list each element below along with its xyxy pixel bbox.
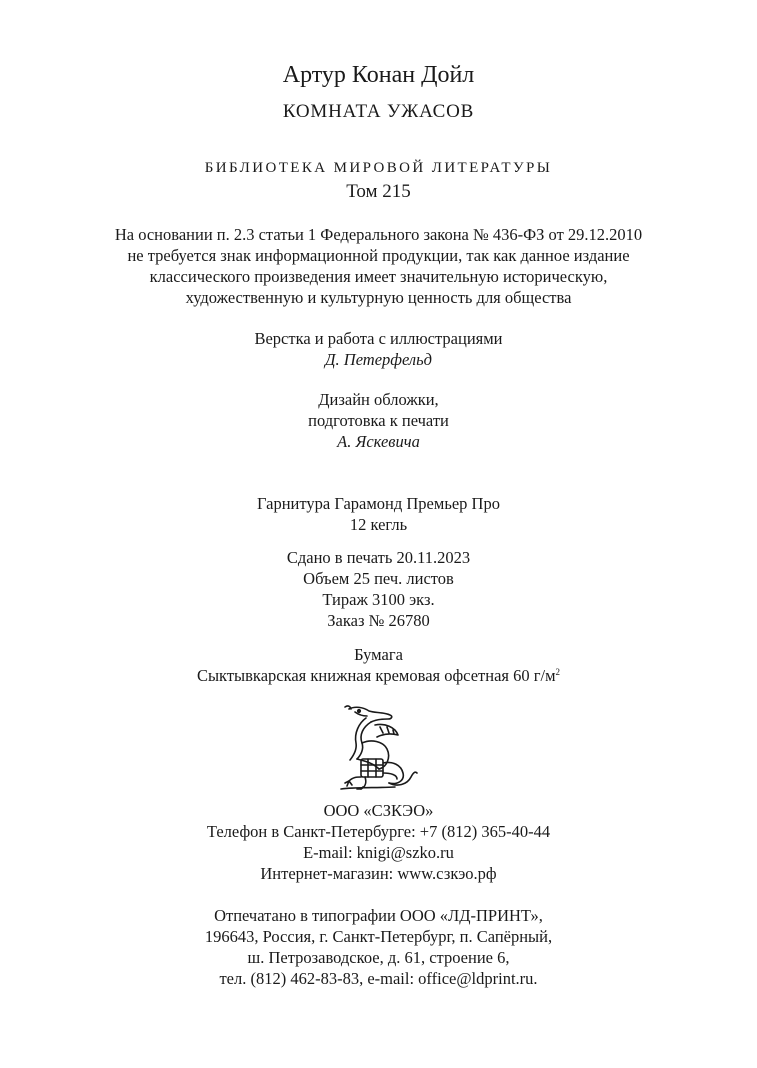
printer-line: ш. Петрозаводское, д. 61, строение 6, xyxy=(247,948,510,967)
publisher-name: ООО «СЗКЭО» xyxy=(323,801,434,820)
font-size-info: 12 кегль xyxy=(349,515,408,534)
publisher-email: E-mail: knigi@szko.ru xyxy=(303,843,454,862)
author-name: Артур Конан Дойл xyxy=(282,62,475,88)
series-name: БИБЛИОТЕКА МИРОВОЙ ЛИТЕРАТУРЫ xyxy=(204,160,553,176)
print-submitted-date: Сдано в печать 20.11.2023 xyxy=(286,548,471,567)
layout-credit-name: Д. Петерфельд xyxy=(325,350,432,369)
printer-line: Отпечатано в типографии ООО «ЛД-ПРИНТ», xyxy=(214,906,543,925)
print-run: Тираж 3100 экз. xyxy=(322,590,435,609)
volume-number: Том 215 xyxy=(346,181,411,202)
book-title: КОМНАТА УЖАСОВ xyxy=(282,101,475,122)
publisher-shop: Интернет-магазин: www.сзкэо.рф xyxy=(260,864,497,883)
printer-line: 196643, Россия, г. Санкт-Петербург, п. Сапёрный, xyxy=(204,927,553,946)
typeface-info: Гарнитура Гарамонд Премьер Про xyxy=(257,494,500,513)
layout-credit-role: Верстка и работа с иллюстрациями xyxy=(254,329,503,348)
paper-unit-superscript: 2 xyxy=(555,667,561,677)
legal-notice-line: не требуется знак информационной продукции, так как данное издание xyxy=(127,246,630,265)
publisher-phone: Телефон в Санкт-Петербурге: +7 (812) 365-40-44 xyxy=(206,822,551,841)
legal-notice-line: На основании п. 2.3 статьи 1 Федерального закона № 436-ФЗ от 29.12.2010 xyxy=(114,225,643,244)
dragon-emblem-icon xyxy=(335,703,420,791)
printer-line: тел. (812) 462-83-83, e-mail: office@ldprint.ru. xyxy=(219,969,538,988)
cover-credit-name: А. Яскевича xyxy=(337,432,420,451)
legal-notice-line: классического произведения имеет значительную историческую, xyxy=(149,267,608,286)
print-volume: Объем 25 печ. листов xyxy=(303,569,454,588)
cover-credit-role: Дизайн обложки, xyxy=(318,390,439,409)
order-number: Заказ № 26780 xyxy=(327,611,430,630)
paper-description-text: Сыктывкарская книжная кремовая офсетная 60 г/м xyxy=(196,666,556,685)
cover-credit-role-2: подготовка к печати xyxy=(308,411,449,430)
paper-description xyxy=(0,665,757,686)
paper-heading: Бумага xyxy=(354,645,403,664)
legal-notice-line: художественную и культурную ценность для общества xyxy=(185,288,572,307)
